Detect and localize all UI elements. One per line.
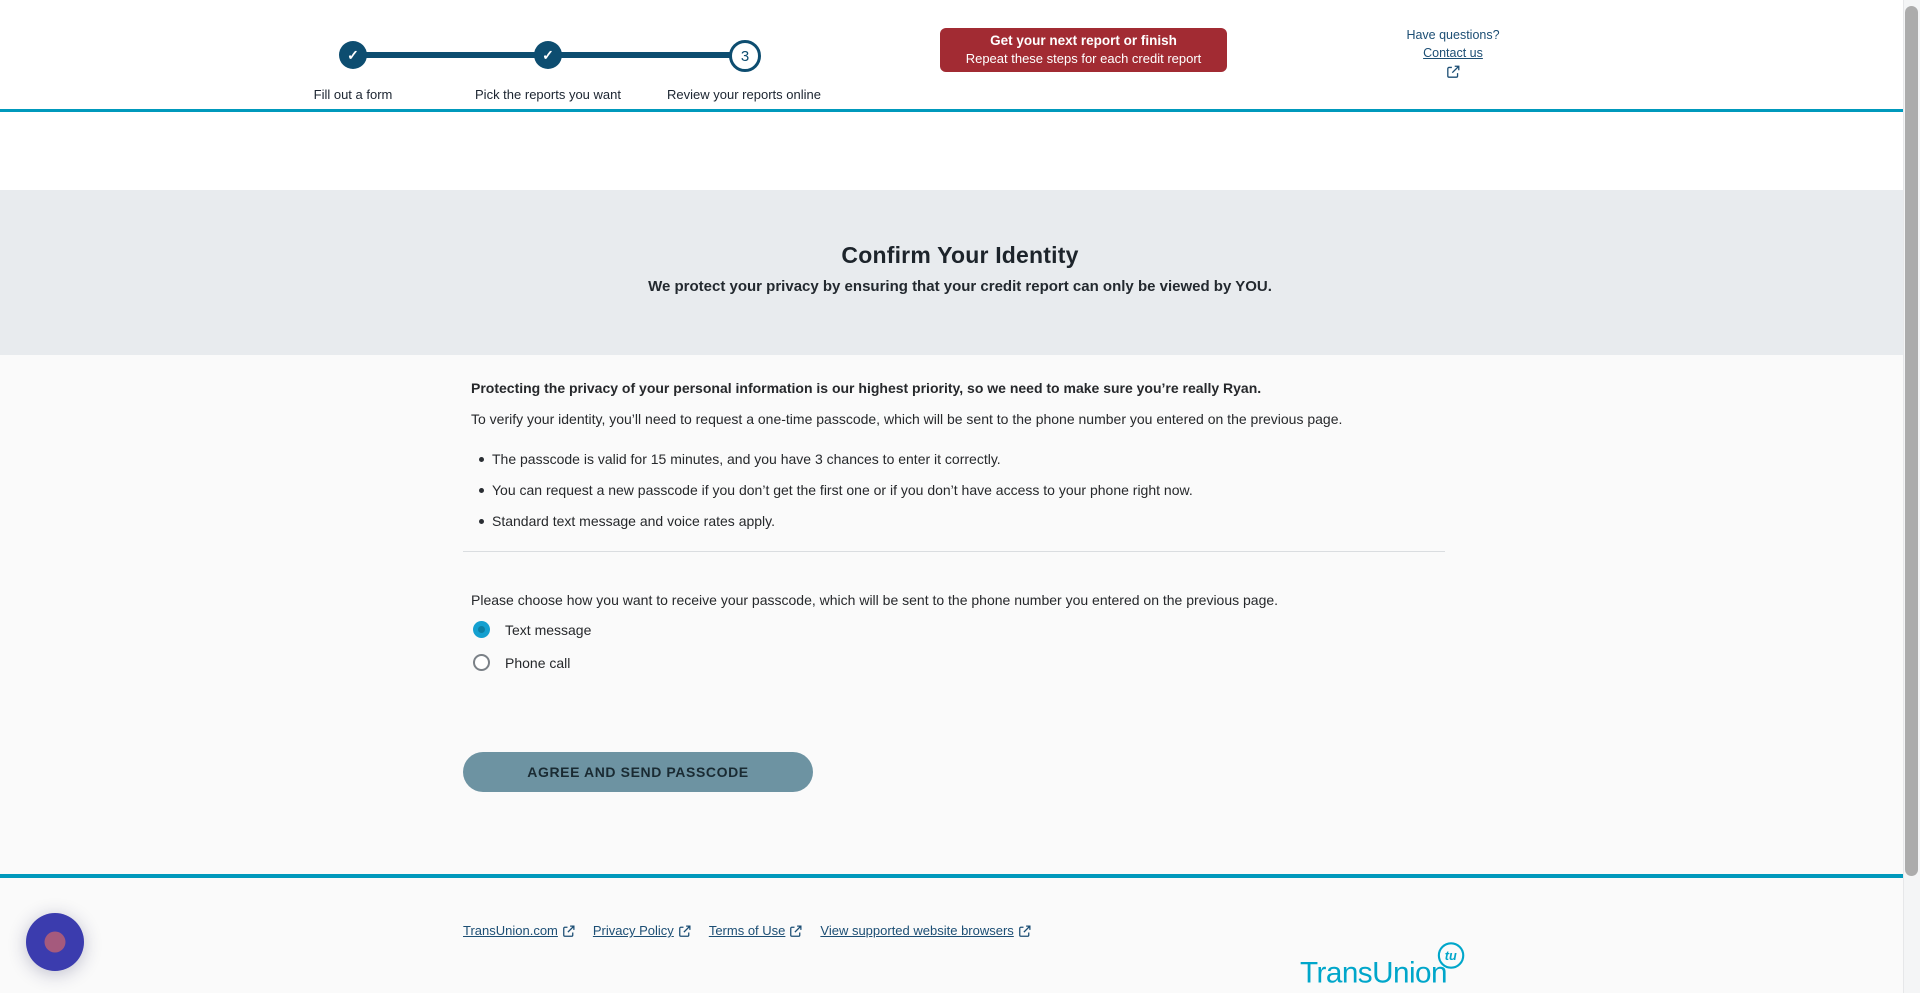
footer-link-terms-of-use[interactable]: Terms of Use bbox=[709, 923, 803, 938]
main-content bbox=[0, 355, 1920, 874]
external-link-icon bbox=[1382, 65, 1524, 78]
list-item: Standard text message and voice rates apply. bbox=[463, 513, 1193, 530]
chat-widget-button[interactable] bbox=[26, 913, 84, 971]
transunion-footer-logo bbox=[1300, 948, 1457, 990]
agree-send-passcode-button[interactable]: AGREE AND SEND PASSCODE bbox=[463, 752, 813, 792]
privacy-intro-bold: Protecting the privacy of your personal information is our highest priority, so we need to make sure you’re really Ryan. bbox=[471, 380, 1262, 396]
external-link-icon bbox=[563, 925, 575, 937]
radio-phone-call[interactable] bbox=[473, 654, 570, 671]
page-title: Confirm Your Identity bbox=[841, 242, 1079, 268]
step-2-complete-circle bbox=[534, 41, 562, 69]
progress-stepper bbox=[0, 0, 1920, 109]
chat-status-dot-icon bbox=[45, 932, 66, 953]
next-report-banner bbox=[940, 28, 1227, 72]
have-questions-text: Have questions? bbox=[1406, 28, 1500, 42]
banner-title: Get your next report or finish bbox=[990, 32, 1177, 48]
stepper-connector bbox=[548, 52, 745, 58]
radio-button-icon[interactable] bbox=[473, 654, 490, 671]
external-link-icon bbox=[1019, 925, 1031, 937]
scrollbar-thumb[interactable] bbox=[1905, 6, 1918, 876]
footer-link-transunion-com[interactable]: TransUnion.com bbox=[463, 923, 575, 938]
radio-button-icon[interactable] bbox=[473, 621, 490, 638]
banner-subtitle: Repeat these steps for each credit report bbox=[965, 51, 1202, 67]
step-1-complete-circle bbox=[339, 41, 367, 69]
passcode-info-list bbox=[463, 451, 1193, 544]
contact-us-link[interactable]: Contact us bbox=[1423, 45, 1483, 60]
check-icon: ✓ bbox=[347, 46, 359, 63]
footer bbox=[0, 878, 1920, 993]
tu-badge-icon: tu bbox=[1437, 942, 1464, 969]
external-link-icon bbox=[679, 925, 691, 937]
step-2-label: Pick the reports you want bbox=[475, 87, 621, 102]
stepper-connector bbox=[353, 52, 549, 58]
step-number: 3 bbox=[740, 47, 750, 65]
list-item: The passcode is valid for 15 minutes, and you have 3 chances to enter it correctly. bbox=[463, 451, 1193, 468]
verify-intro: To verify your identity, you’ll need to request a one-time passcode, which will be sent to the phone number you entered on the previous page. bbox=[471, 411, 1343, 427]
footer-link-supported-browsers[interactable]: View supported website browsers bbox=[820, 923, 1030, 938]
radio-label: Phone call bbox=[505, 654, 571, 671]
footer-link-privacy-policy[interactable]: Privacy Policy bbox=[593, 923, 691, 938]
step-3-label: Review your reports online bbox=[667, 87, 821, 102]
hero-section bbox=[0, 190, 1920, 355]
section-divider bbox=[463, 551, 1445, 552]
step-3-current-circle bbox=[729, 40, 761, 72]
radio-label: Text message bbox=[505, 621, 592, 638]
have-questions-block bbox=[1382, 27, 1524, 78]
radio-text-message[interactable] bbox=[473, 621, 591, 638]
page-subtitle: We protect your privacy by ensuring that your credit report can only be viewed by YOU. bbox=[648, 278, 1272, 295]
choose-method-text: Please choose how you want to receive your passcode, which will be sent to the phone number you entered on the previous page. bbox=[471, 592, 1279, 608]
step-1-label: Fill out a form bbox=[313, 87, 393, 102]
transunion-logo-text: TransUnion bbox=[1300, 956, 1448, 989]
scrollbar-track[interactable] bbox=[1903, 0, 1920, 993]
external-link-icon bbox=[790, 925, 802, 937]
footer-links bbox=[463, 923, 1031, 938]
list-item: You can request a new passcode if you don’t get the first one or if you don’t have access to your phone right now. bbox=[463, 482, 1193, 499]
check-icon: ✓ bbox=[542, 46, 554, 63]
site-header bbox=[0, 112, 1920, 190]
